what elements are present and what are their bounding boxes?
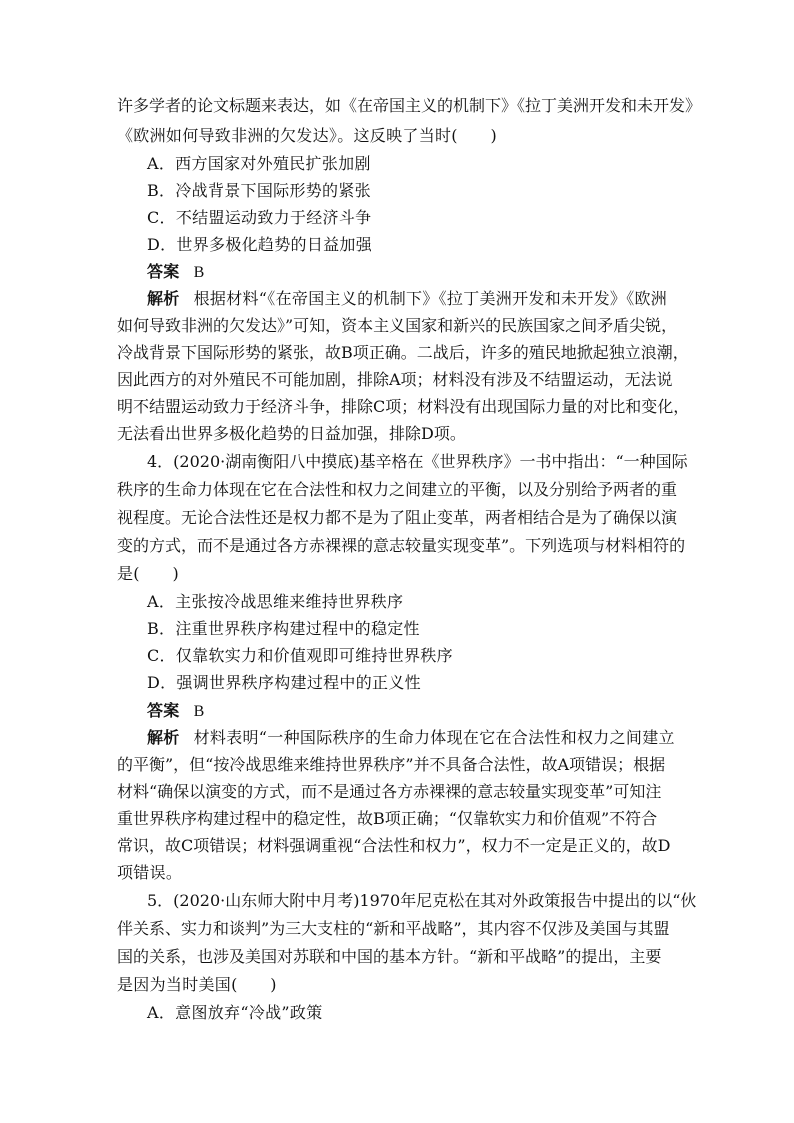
q3-answer-label: 答案 xyxy=(147,262,180,281)
q5-stem-line-1: 5．(2020·山东师大附中月考)1970年尼克松在其对外政策报告中提出的以“伙 xyxy=(147,891,697,910)
q4-analysis-text-1: 材料表明“一种国际秩序的生命力体现在它在合法性和权力之间建立 xyxy=(193,728,675,747)
q3-analysis-line-3: 冷战背景下国际形势的紧张，故B项正确。二战后，许多的殖民地掀起独立浪潮， xyxy=(117,343,689,362)
q4-stem-line-1: 4．(2020·湖南衡阳八中摸底)基辛格在《世界秩序》一书中指出：“一种国际 xyxy=(147,452,688,471)
q3-analysis-line-5: 明不结盟运动致力于经济斗争，排除C项；材料没有出现国际力量的对比和变化， xyxy=(117,397,690,416)
q3-stem-line-1: 许多学者的论文标题来表达，如《在帝国主义的机制下》《拉丁美洲开发和未开发》 xyxy=(117,96,702,115)
q4-stem-line-4: 变的方式，而不是通过各方赤裸裸的意志较量实现变革”。下列选项与材料相符的 xyxy=(117,536,686,555)
q4-option-d: D．强调世界秩序构建过程中的正义性 xyxy=(147,673,421,692)
q5-option-a: A．意图放弃“冷战”政策 xyxy=(147,1003,323,1022)
q4-answer xyxy=(147,701,722,721)
q4-answer-label: 答案 xyxy=(147,701,180,720)
q4-analysis-line-5: 常识，故C项错误；材料强调重视“合法性和权力”，权力不一定是正义的，故D xyxy=(117,836,671,855)
q3-analysis-label: 解析 xyxy=(147,289,180,308)
q3-option-c: C．不结盟运动致力于经济斗争 xyxy=(147,208,372,227)
q4-answer-value: B xyxy=(193,703,205,720)
q3-answer xyxy=(147,262,722,282)
q4-analysis-label: 解析 xyxy=(147,728,180,747)
q5-stem-line-2: 伴关系、实力和谈判”为三大支柱的“新和平战略”，其内容不仅涉及美国与其盟 xyxy=(117,919,670,938)
q3-analysis-line-1 xyxy=(147,289,722,309)
q3-answer-value: B xyxy=(193,264,205,281)
q4-analysis-line-3: 材料“确保以演变的方式，而不是通过各方赤裸裸的意志较量实现变革”可知注 xyxy=(117,782,662,801)
q4-stem-line-2: 秩序的生命力体现在它在合法性和权力之间建立的平衡，以及分别给予两者的重 xyxy=(117,480,678,499)
q5-stem-line-3: 国的关系，也涉及美国对苏联和中国的基本方针。“新和平战略”的提出，主要 xyxy=(117,947,662,966)
q3-option-a: A．西方国家对外殖民扩张加剧 xyxy=(147,154,371,173)
q3-analysis-line-2: 如何导致非洲的欠发达》”可知，资本主义国家和新兴的民族国家之间矛盾尖锐， xyxy=(117,316,678,335)
q4-option-c: C．仅靠软实力和价值观即可维持世界秩序 xyxy=(147,646,453,665)
q4-analysis-line-2: 的平衡”，但“按冷战思维来维持世界秩序”并不具备合法性，故A项错误；根据 xyxy=(117,755,666,774)
q4-option-b: B．注重世界秩序构建过程中的稳定性 xyxy=(147,619,420,638)
q4-option-a: A．主张按冷战思维来维持世界秩序 xyxy=(147,592,404,611)
q3-option-b: B．冷战背景下国际形势的紧张 xyxy=(147,181,371,200)
q4-stem-line-5: 是( ) xyxy=(117,564,179,583)
q5-stem-line-4: 是因为当时美国( ) xyxy=(117,975,277,994)
q4-analysis-line-1 xyxy=(147,728,722,748)
q4-analysis-line-6: 项错误。 xyxy=(117,863,183,882)
q3-option-d: D．世界多极化趋势的日益加强 xyxy=(147,235,373,254)
q3-stem-line-2: 《欧洲如何导致非洲的欠发达》。这反映了当时( ) xyxy=(117,126,497,145)
q3-analysis-text-1: 根据材料“《在帝国主义的机制下》《拉丁美洲开发和未开发》《欧洲 xyxy=(193,289,668,308)
q3-analysis-line-4: 因此西方的对外殖民不可能加剧，排除A项；材料没有涉及不结盟运动，无法说 xyxy=(117,370,673,389)
q4-stem-line-3: 视程度。无论合法性还是权力都不是为了阻止变革，两者相结合是为了确保以演 xyxy=(117,508,678,527)
q3-analysis-line-6: 无法看出世界多极化趋势的日益加强，排除D项。 xyxy=(117,424,466,443)
q4-analysis-line-4: 重世界秩序构建过程中的稳定性，故B项正确；“仅靠软实力和价值观”不符合 xyxy=(117,809,658,828)
